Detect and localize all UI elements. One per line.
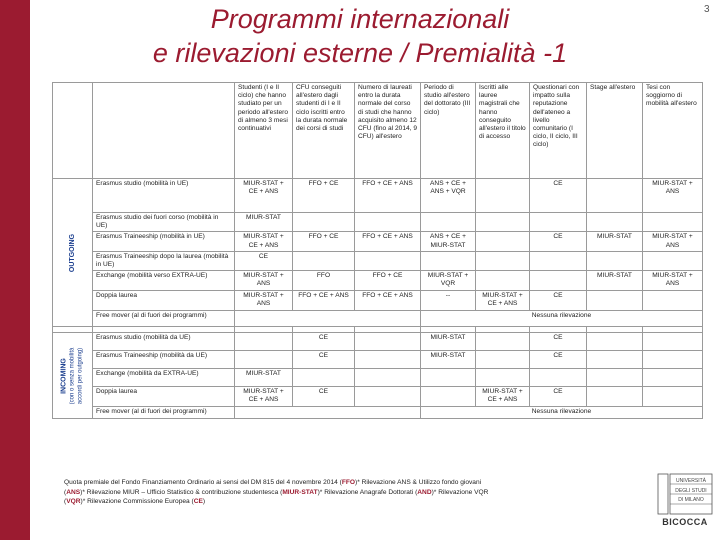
title-line-1: Programmi internazionali	[210, 4, 510, 34]
table-cell: ANS + CE + MIUR-STAT	[421, 232, 476, 251]
title-line-2: e rilevazioni esterne / Premialità -1	[152, 38, 568, 68]
table-cell	[587, 351, 643, 369]
table-cell	[355, 351, 421, 369]
footer-notes	[64, 478, 624, 507]
footer-text: )* Rilevazione VQR	[431, 488, 489, 496]
column-header: Iscritti alle lauree magistrali che hanno conseguito all'estero il titolo di accesso	[476, 83, 530, 179]
table-cell	[421, 251, 476, 270]
footer-text: )* Rilevazione Anagrafe Dottorati (	[317, 488, 418, 496]
table-cell: MIUR-STAT + CE + ANS	[235, 387, 293, 407]
row-label: Erasmus studio dei fuori corso (mobilità in UE)	[93, 213, 235, 232]
table-row	[53, 333, 703, 351]
table-cell: FFO + CE + ANS	[355, 179, 421, 213]
table-cell: FFO + CE	[293, 179, 355, 213]
table-cell	[587, 213, 643, 232]
row-label: Free mover (al di fuori dei programmi)	[93, 311, 235, 327]
table-cell	[587, 333, 643, 351]
table-cell	[293, 213, 355, 232]
page-title	[40, 2, 680, 70]
table-cell: CE	[293, 351, 355, 369]
incoming-label	[60, 347, 85, 404]
tag-ans: ANS	[66, 488, 81, 496]
table-cell	[476, 251, 530, 270]
table-cell: ANS + CE + ANS + VQR	[421, 179, 476, 213]
table-row	[53, 291, 703, 311]
table-cell: FFO + CE + ANS	[355, 291, 421, 311]
table-cell	[643, 291, 703, 311]
footer-text: Quota premiale del Fondo Finanziamento Ordinario ai sensi del DM 815 del 4 novembre 2014 (	[64, 479, 342, 486]
table-cell	[530, 213, 587, 232]
logo-text-di: DI MILANO	[678, 497, 704, 503]
row-label: Doppia laurea	[93, 291, 235, 311]
column-header: Stage all'estero	[587, 83, 643, 179]
group-title: OUTGOING	[68, 233, 76, 272]
table-cell: FFO	[293, 271, 355, 291]
table-cell	[476, 213, 530, 232]
table-cell: CE	[235, 251, 293, 270]
brand-sidebar-bar	[0, 0, 30, 540]
row-label: Free mover (al di fuori dei programmi)	[93, 407, 235, 419]
table-cell	[235, 351, 293, 369]
table-cell	[643, 369, 703, 387]
table-cell: CE	[530, 291, 587, 311]
header-empty-cell	[93, 83, 235, 179]
table-cell	[476, 232, 530, 251]
table-cell: MIUR-STAT	[235, 369, 293, 387]
table-cell: MIUR-STAT + VQR	[421, 271, 476, 291]
tag-vqr: VQR	[66, 498, 81, 505]
table-cell: MIUR-STAT + CE + ANS	[476, 387, 530, 407]
table-row	[53, 271, 703, 291]
table-cell: CE	[530, 387, 587, 407]
table-cell	[643, 251, 703, 270]
table-cell: MIUR-STAT + ANS	[643, 179, 703, 213]
table-cell: CE	[293, 387, 355, 407]
table-cell: MIUR-STAT	[587, 271, 643, 291]
table-cell: FFO + CE	[355, 271, 421, 291]
table-cell: FFO + CE + ANS	[293, 291, 355, 311]
table-row	[53, 369, 703, 387]
mobility-table	[52, 82, 703, 419]
table-cell	[476, 369, 530, 387]
row-label: Erasmus Traineeship dopo la laurea (mobilità in UE)	[93, 251, 235, 270]
footer-text: )* Rilevazione Commissione Europea (	[80, 498, 194, 505]
table-cell: MIUR-STAT + ANS	[643, 271, 703, 291]
row-label: Erasmus studio (mobilità in UE)	[93, 179, 235, 213]
table-row	[53, 387, 703, 407]
tag-ffo: FFO	[341, 479, 356, 486]
column-header: Questionari con impatto sulla reputazione dell'ateneo a livello comunitario (I ciclo, II ciclo, III ciclo)	[530, 83, 587, 179]
table-cell: MIUR-STAT + CE + ANS	[476, 291, 530, 311]
group-subtitle: accordi per outgoing)	[77, 347, 84, 404]
row-label: Doppia laurea	[93, 387, 235, 407]
no-survey-cell: Nessuna rilevazione	[421, 407, 703, 419]
table-cell	[235, 333, 293, 351]
table-cell	[293, 251, 355, 270]
table-cell: MIUR-STAT + CE + ANS	[235, 179, 293, 213]
group-title: INCOMING	[60, 357, 68, 394]
footer-text: (	[64, 498, 67, 505]
logo-text-name: BICOCCA	[662, 517, 708, 527]
group-subtitle: (con o senza mobilità	[69, 347, 76, 405]
table-cell: CE	[530, 333, 587, 351]
table-cell	[235, 311, 421, 327]
table-cell: CE	[530, 179, 587, 213]
table-cell	[587, 179, 643, 213]
table-cell	[421, 387, 476, 407]
table-cell: FFO + CE + ANS	[355, 232, 421, 251]
table-cell	[421, 369, 476, 387]
table-cell	[355, 251, 421, 270]
column-header: Tesi con soggiorno di mobilità all'estero	[643, 83, 703, 179]
row-label: Erasmus Traineeship (mobilità in UE)	[93, 232, 235, 251]
row-label: Erasmus Traineeship (mobilità da UE)	[93, 351, 235, 369]
table-cell	[643, 213, 703, 232]
table-cell: MIUR-STAT + CE + ANS	[235, 232, 293, 251]
table-cell: CE	[293, 333, 355, 351]
table-cell: MIUR-STAT	[421, 351, 476, 369]
table-cell	[643, 333, 703, 351]
footer-text: )* Rilevazione MIUR – Ufficio Statistico & contribuzione studentesca (	[80, 488, 283, 496]
column-header: Numero di laureati entro la durata normale del corso di studi che hanno acquisito almeno 12 CFU (fino al 2014, 9 CFU) all'estero	[355, 83, 421, 179]
table-cell	[643, 387, 703, 407]
incoming-group-label	[53, 333, 93, 419]
row-label: Exchange (mobilità da EXTRA-UE)	[93, 369, 235, 387]
column-header: Periodo di studio all'estero del dottorato (III ciclo)	[421, 83, 476, 179]
table-cell: MIUR-STAT	[587, 232, 643, 251]
outgoing-label	[68, 234, 76, 272]
table-row	[53, 179, 703, 213]
table-cell	[530, 271, 587, 291]
header-empty-cell	[53, 83, 93, 179]
table-cell: --	[421, 291, 476, 311]
table-row	[53, 232, 703, 251]
footer-text: (	[64, 488, 67, 496]
university-logo	[656, 470, 714, 530]
tag-miur: MIUR-STAT	[282, 488, 318, 496]
outgoing-group-label	[53, 179, 93, 327]
table-cell	[587, 291, 643, 311]
no-survey-cell: Nessuna rilevazione	[421, 311, 703, 327]
table-row	[53, 311, 703, 327]
table-cell	[587, 251, 643, 270]
table-cell	[530, 369, 587, 387]
table-cell: MIUR-STAT	[421, 333, 476, 351]
table-cell	[421, 213, 476, 232]
table-cell	[587, 369, 643, 387]
table-row	[53, 251, 703, 270]
table-cell	[355, 333, 421, 351]
tag-ce: CE	[193, 498, 203, 505]
table-cell	[476, 271, 530, 291]
table-cell	[476, 351, 530, 369]
table-cell	[355, 369, 421, 387]
table-cell	[587, 387, 643, 407]
table-cell: MIUR-STAT	[235, 213, 293, 232]
table-cell: MIUR-STAT + ANS	[235, 291, 293, 311]
table-row	[53, 407, 703, 419]
column-header: CFU conseguiti all'estero dagli studenti di I e II ciclo iscritti entro la durata normale dei corsi di studi	[293, 83, 355, 179]
header-row	[53, 83, 703, 179]
row-label: Exchange (mobilità verso EXTRA-UE)	[93, 271, 235, 291]
table-row	[53, 213, 703, 232]
logo-text-degli: DEGLI STUDI	[675, 488, 707, 494]
page-number: 3	[704, 4, 710, 15]
logo-text-university: UNIVERSITÀ	[675, 478, 707, 484]
table-cell	[476, 333, 530, 351]
table-cell	[643, 351, 703, 369]
table-cell: FFO + CE	[293, 232, 355, 251]
table-cell	[293, 369, 355, 387]
tag-and: AND	[417, 488, 432, 496]
table-cell: CE	[530, 351, 587, 369]
footer-text: )* Rilevazione ANS & Utilizzo fondo giovani	[355, 479, 482, 486]
footer-text: )	[202, 498, 206, 505]
table-cell: CE	[530, 232, 587, 251]
column-header: Studenti (I e II ciclo) che hanno studiato per un periodo all'estero di almeno 3 mesi continuativi	[235, 83, 293, 179]
table-cell: MIUR-STAT + ANS	[643, 232, 703, 251]
table-cell: MIUR-STAT + ANS	[235, 271, 293, 291]
table-cell	[355, 387, 421, 407]
table-cell	[476, 179, 530, 213]
table-row	[53, 351, 703, 369]
table-cell	[235, 407, 421, 419]
table-cell	[530, 251, 587, 270]
table-cell	[355, 213, 421, 232]
row-label: Erasmus studio (mobilità da UE)	[93, 333, 235, 351]
